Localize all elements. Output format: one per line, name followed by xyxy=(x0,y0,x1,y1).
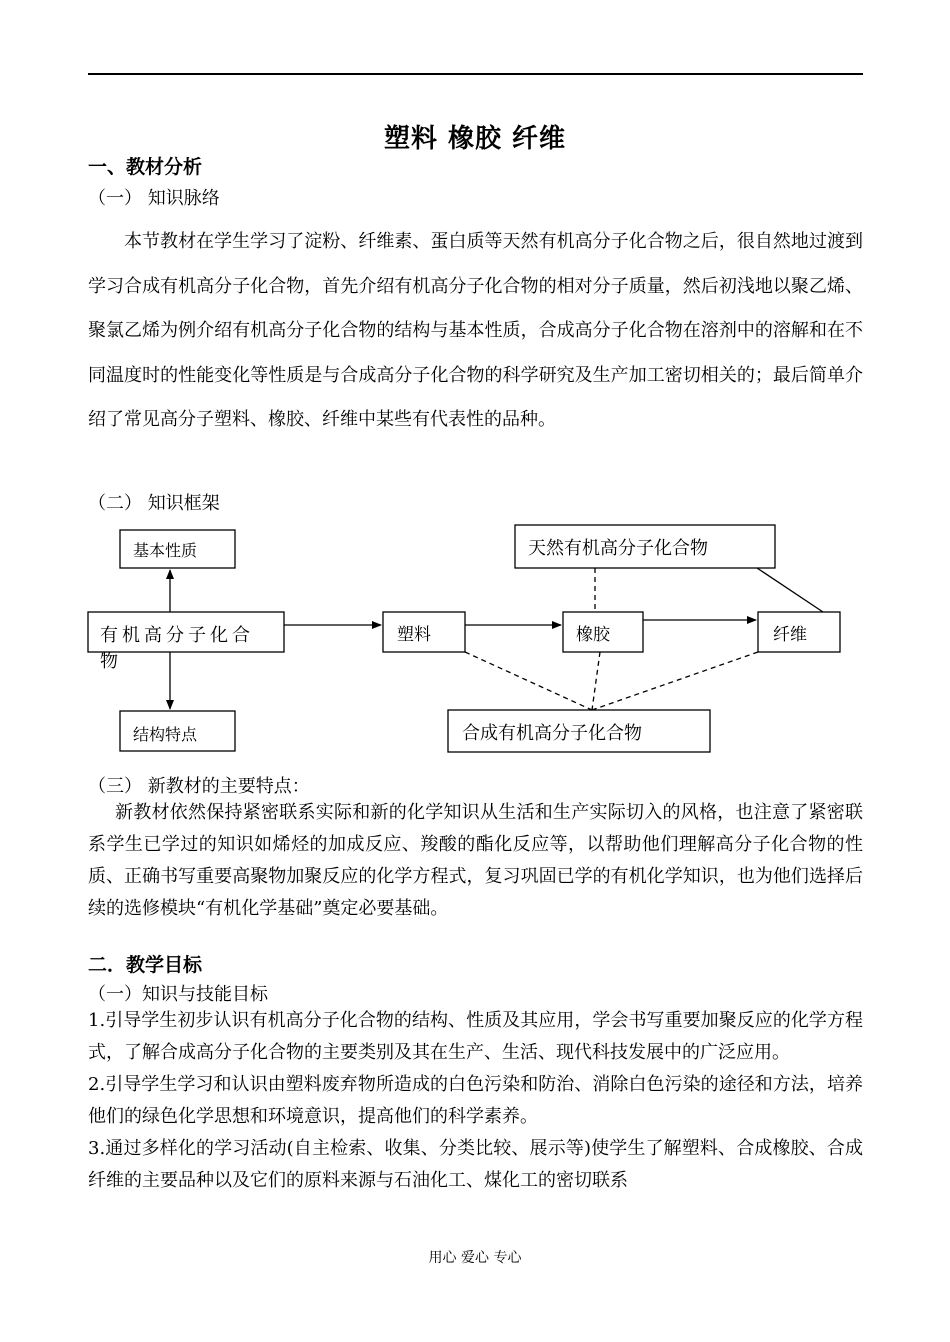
goal-item-1: 1.引导学生初步认识有机高分子化合物的结构、性质及其应用，学会书写重要加聚反应的化学方程式，了解合成高分子化合物的主要类别及其在生产、生活、现代科技发展中的广泛应用。 xyxy=(88,1010,863,1063)
subheading-knowledge-framework: （二） 知识框架 xyxy=(88,493,220,514)
paragraph-knowledge-context: 本节教材在学生学习了淀粉、纤维素、蛋白质等天然有机高分子化合物之后，很自然地过渡到学习合成有机高分子化合物，首先介绍有机高分子化合物的相对分子质量，然后初浅地以聚乙烯、聚氯乙烯为例介绍有机高分子化合物的结构与基本性质，合成高分子化合物在溶剂中的溶解和在不同温度时的性能变化等性质是与合成高分子化合物的科学研究及生产加工密切相关的；最后简单介绍了常见高分子塑料、橡胶、纤维中某些有代表性的品种。 xyxy=(88,231,863,430)
goal-item-3: 3.通过多样化的学习活动(自主检索、收集、分类比较、展示等)使学生了解塑料、合成橡胶、合成纤维的主要品种以及它们的原料来源与石油化工、煤化工的密切联系 xyxy=(88,1138,863,1191)
label-plastic: 塑料 xyxy=(397,625,431,645)
header-rule xyxy=(88,73,863,75)
section-heading-analysis: 一、教材分析 xyxy=(88,156,203,178)
section-heading-goals: 二．教学目标 xyxy=(88,954,203,976)
label-natural-polymer: 天然有机高分子化合物 xyxy=(528,538,708,559)
subheading-knowledge-context: （一） 知识脉络 xyxy=(88,188,220,209)
goals-list xyxy=(88,1005,863,1197)
paragraph-new-features: 新教材依然保持紧密联系实际和新的化学知识从生活和生产实际切入的风格，也注意了紧密联系学生已学过的知识如烯烃的加成反应、羧酸的酯化反应等，以帮助他们理解高分子化合物的性质、正确书写重要高聚物加聚反应的化学方程式，复习巩固已学的有机化学知识，也为他们选择后续的选修模块“有机化学基础”奠定必要基础。 xyxy=(88,802,863,919)
dashed-rubber-to-synthetic xyxy=(592,652,600,710)
label-structure-features: 结构特点 xyxy=(133,725,198,744)
knowledge-framework-diagram xyxy=(0,515,950,765)
label-synthetic-polymer: 合成有机高分子化合物 xyxy=(462,723,642,744)
subheading-knowledge-skills: （一）知识与技能目标 xyxy=(88,984,268,1005)
dashed-fiber-to-synthetic xyxy=(592,652,758,710)
label-rubber: 橡胶 xyxy=(576,625,610,645)
page-title: 塑料 橡胶 纤维 xyxy=(383,124,567,154)
subheading-new-features: （三） 新教材的主要特点： xyxy=(88,776,310,797)
page-footer: 用心 爱心 专心 xyxy=(428,1250,522,1266)
dashed-plastic-to-synthetic xyxy=(465,652,592,710)
label-organic-polymer-line2: 物 xyxy=(100,651,118,672)
line-natural-to-fiber xyxy=(757,568,823,612)
label-fiber: 纤维 xyxy=(773,625,807,645)
goal-item-2: 2.引导学生学习和认识由塑料废弃物所造成的白色污染和防治、消除白色污染的途径和方法，培养他们的绿色化学思想和环境意识，提高他们的科学素养。 xyxy=(88,1074,863,1127)
label-basic-properties: 基本性质 xyxy=(133,541,198,560)
label-organic-polymer-line1: 有机高分子化合 xyxy=(100,625,254,646)
